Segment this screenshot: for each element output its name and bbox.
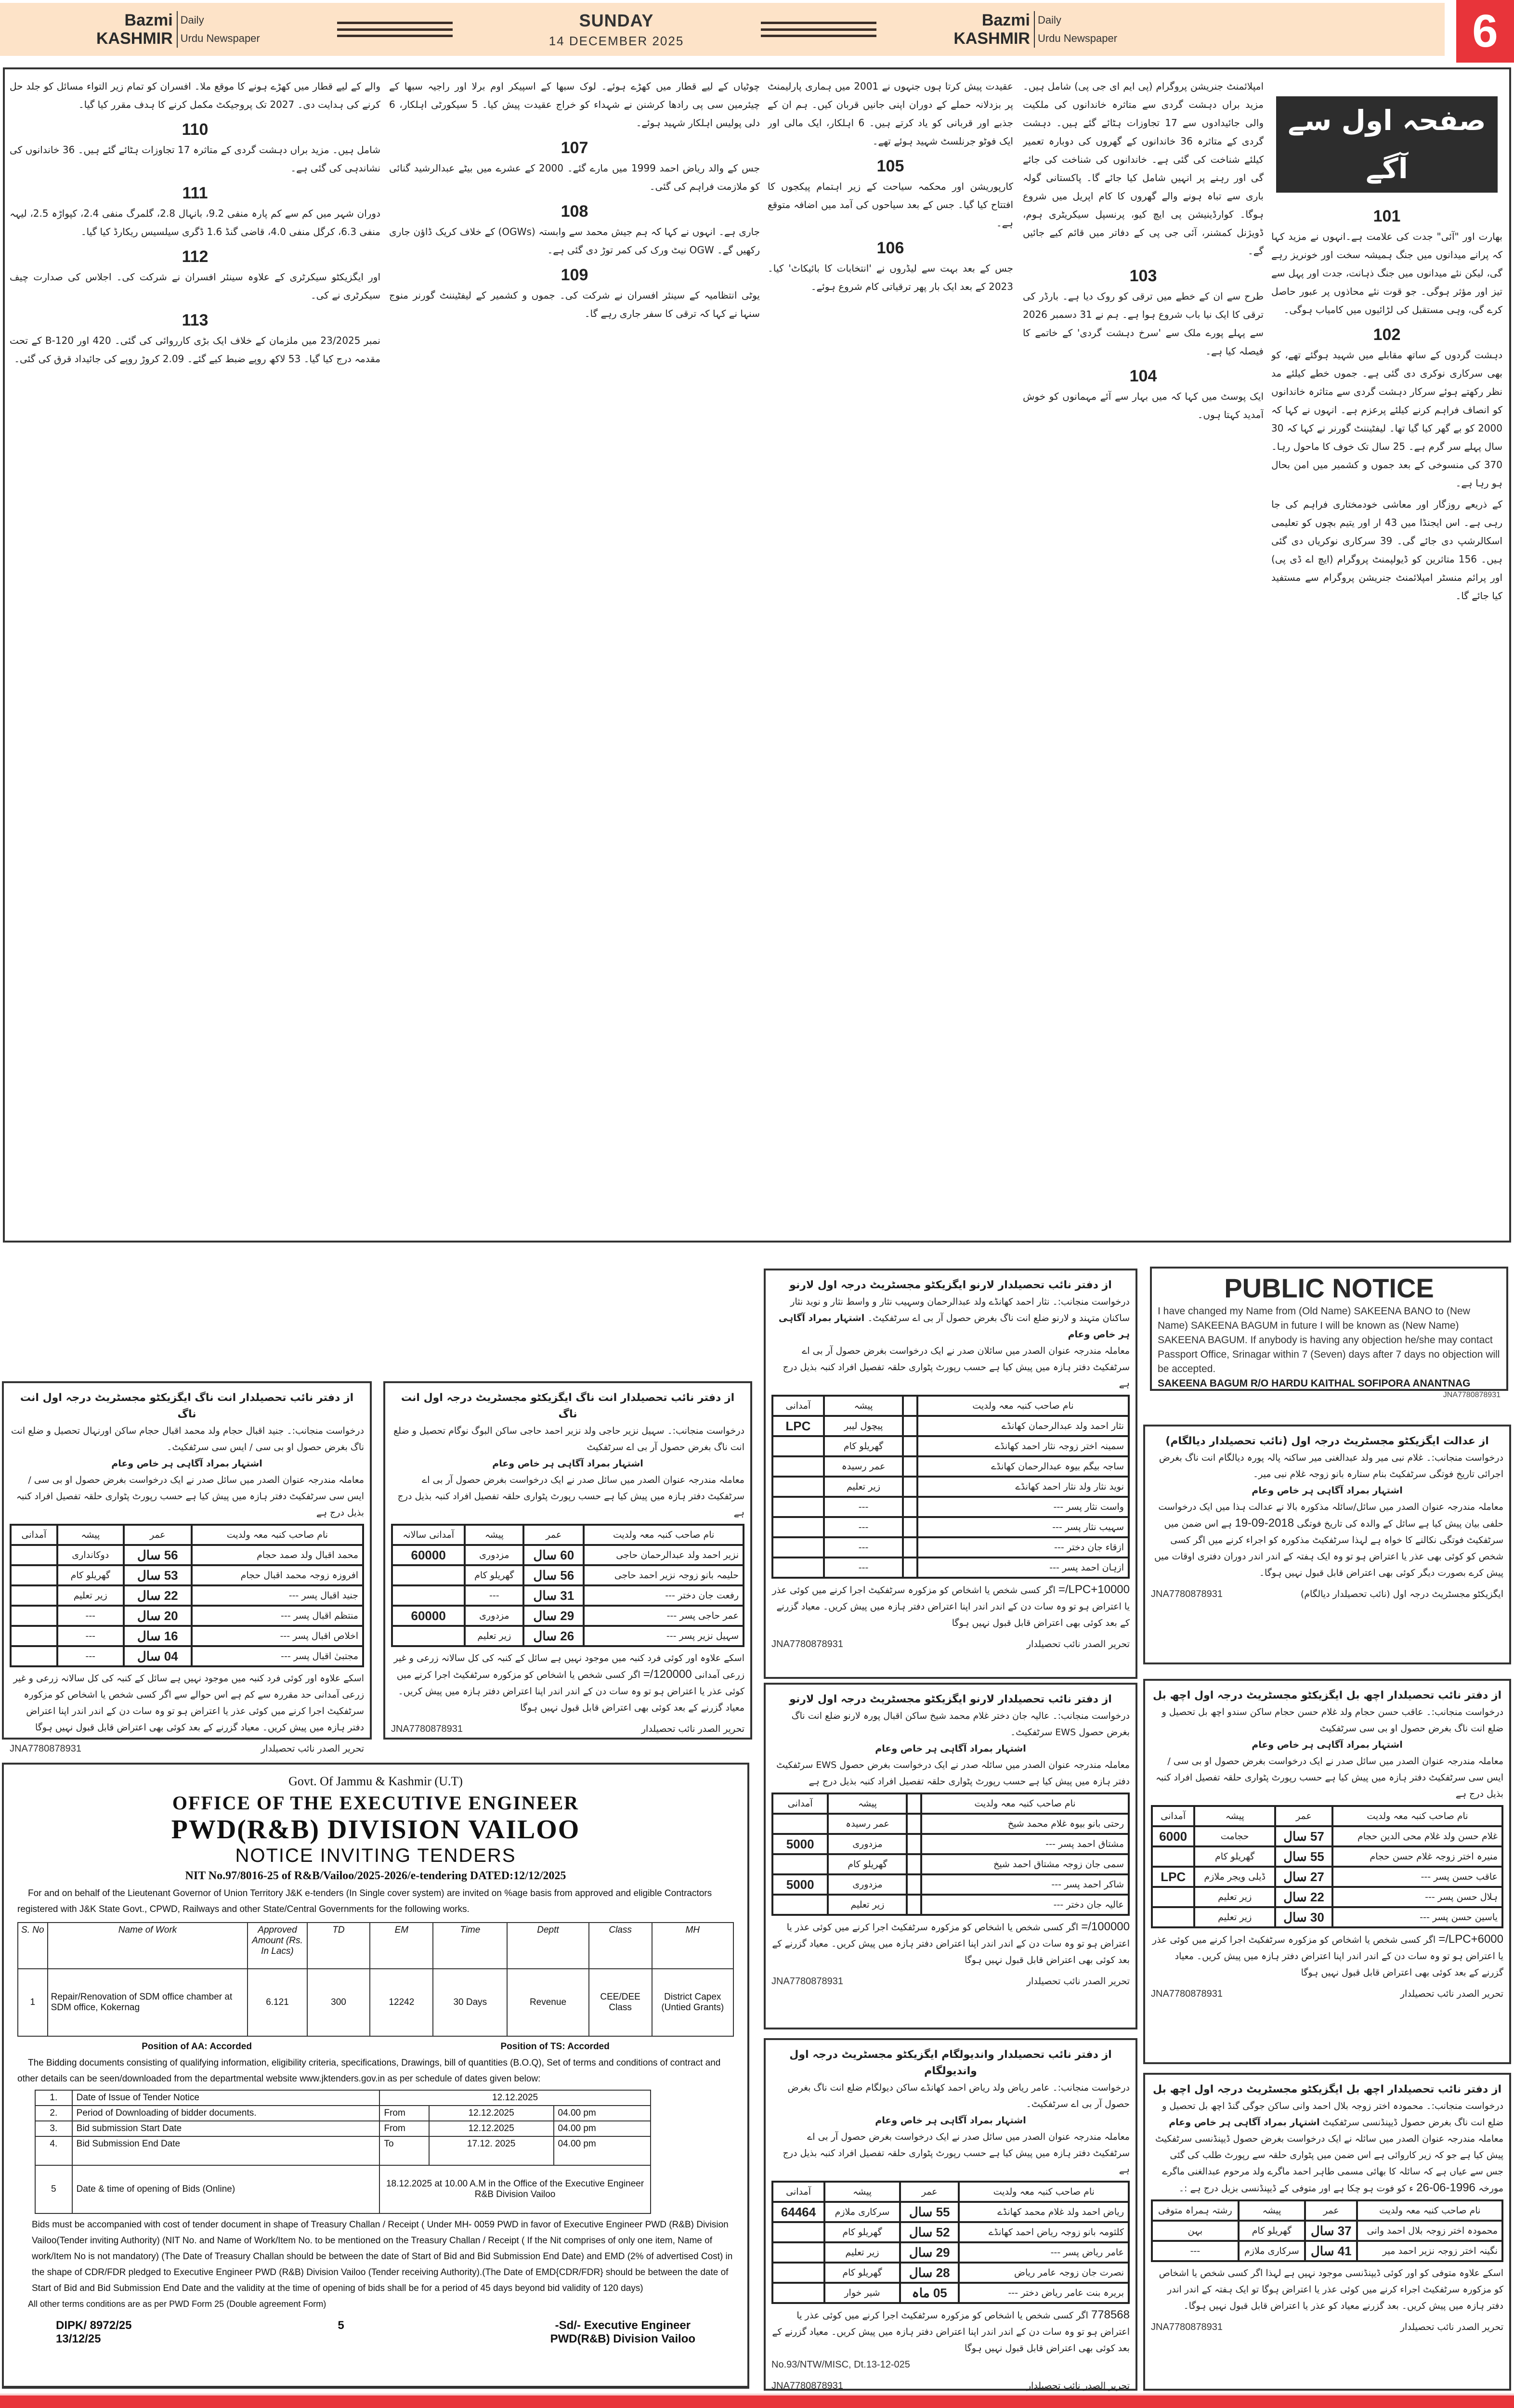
brand-name: Bazmi KASHMIR (953, 11, 1035, 48)
table-row: شاکر احمد پسر --- مزدوری 5000 (772, 1874, 1129, 1895)
ad-announcement: اشتہار بمراد آگاہی ہر خاص وعام (875, 2115, 1026, 2126)
tender-notice (2, 1763, 749, 2389)
story-text: دہشت گردوں کے ساتھ مقابلے میں شہید ہوگئے تھے، کو بھی سرکاری نوکری دی گئی ہے۔ جموں خطے کیلئے مد نظر رکھتے ہوئے سرکار دہشت گردی سے متاثرہ خاندانوں کو انصاف فراہم کرنے کیلئے پرعزم ہے۔ انہوں نے کہا کہ 2000 کو بے گھر کیا گیا تھا۔ لیفٹیننٹ گورنر نے کہا کہ 30 سال پہلے سر گرم ہے۔ 25 سال تک خوف کا ماحول رہا۔ 370 کی منسوخی کے بعد جموں و کشمیر میں امن بحال ہو رہا ہے۔ (1271, 349, 1502, 489)
table-row: عاقب حسن پسر --- 27 سال ڈیلی ویجر ملازم LPC (1152, 1867, 1502, 1887)
ad-signature: تحریر الصدر نائب تحصیلدار JNA7780878931 (10, 1743, 364, 1754)
footer-bar (0, 2394, 1514, 2408)
table-row: ازہان احمد پسر --- --- (772, 1557, 1129, 1578)
notice-title: NOTICE INVITING TENDERS (235, 1845, 516, 1866)
table-row: سمینہ اختر زوجہ نثار احمد کھانڈے گھریلو کام (772, 1436, 1129, 1456)
story-number: 101 (1373, 207, 1401, 225)
table-row: افروزہ زوجہ محمد اقبال حجام 53 سال گھریلو کام (11, 1565, 363, 1585)
table-row: حلیمہ بانو زوجہ نزیر احمد حاجی 56 سال گھریلو کام (392, 1565, 744, 1585)
public-notice-title: PUBLIC NOTICE (1224, 1273, 1434, 1303)
brand-subtitle: Daily Urdu Newspaper (180, 14, 260, 44)
table-row: نوید نثار ولد نثار احمد کھانڈے زیر تعلیم (772, 1477, 1129, 1497)
story-number: 103 (1129, 267, 1157, 285)
ad-body: معاملہ مندرجہ عنوان الصدر میں سائل صدر نے ایک درخواست بغرض حصول او بی سی / ایس سی سرٹفکیٹ دفتر ہازہ میں پیش کیا ہے حسب رپورٹ پٹواری حلقہ تفصیل افراد کنبہ بذیل درج ہے (1155, 1756, 1503, 1799)
story-number: 102 (1373, 326, 1401, 344)
tender-intro: For and on behalf of the Lieutenant Governor of Union Territory J&K e-tenders (In Single cover system) are invited on %age basis from approved and eligible Contractors registered with J&K State Govt., CPWD, Railways and other State/Central Governments for the following works. (17, 1888, 712, 1914)
decorative-rules-right (761, 22, 876, 37)
table-row: بریرہ بنت عامر ریاض دختر --- 05 ماہ شیر خوار (772, 2283, 1129, 2303)
brand-subtitle: Daily Urdu Newspaper (1037, 14, 1118, 44)
ad-title: از دفتر نائب تحصیلدار انت ناگ ایگزیکٹو مجسٹریٹ درجہ اول انت ناگ (20, 1392, 354, 1420)
table-row: مشتاق احمد پسر --- مزدوری 5000 (772, 1834, 1129, 1854)
income-note: اسکے علاوہ اور کوئی فرد کنبہ میں موجود نہیں ہے سائل کے کنبہ کی کل سالانہ زرعی و غیر زرعی آمدانی حد مقررہ سے کم ہے اس حوالے سے اگر کسی شخص یا اشخاص کو مزکورہ سرٹفکیٹ اجرا کرنے میں کوئی عذر یا اعتراض ہو تو وہ سات دن کے اندر اندر اپنا اعتراض دفتر ہازہ میں پیش کریں۔ معیاد گزرنے کے بعد کوئی بھی اعتراض قابل قبول نہیں ہوگا (13, 1673, 364, 1733)
classified-ad-obc-certificate (2, 1381, 372, 1754)
table-row: سہیل نزیر پسر --- 26 سال زیر تعلیم (392, 1626, 744, 1646)
decorative-rules-left (337, 22, 453, 37)
ad-signature: تحریر الصدر نائب تحصیلدار JNA7780878931 (771, 2381, 1130, 2391)
table-row: مجتبیٰ اقبال پسر --- 04 سال --- (11, 1646, 363, 1666)
ad-applicant: درخواست منجانب:۔ عامر ریاض ولد ریاض احمد کھانڈے ساکن دیولگام ضلع انت ناگ بغرض حصول آر بی اے سرٹفکیٹ۔ (787, 2082, 1130, 2109)
date-block (549, 11, 684, 49)
table-row: رحتی بانو بیوہ غلام محمد شیخ عمر رسیدہ (772, 1814, 1129, 1834)
story-text: جس کے والد ریاض احمد 1999 میں مارے گئے۔ 2000 کے عشرے میں بیٹے عبدالرشید گنائی کو ملازمت فراہم کی گئی۔ (389, 162, 760, 192)
table-row: رفعت جان دختر --- 31 سال --- (392, 1585, 744, 1606)
story-number: 104 (1129, 367, 1157, 385)
ad-applicant: درخواست منجانب:۔ عاقب حسن حجام ولد غلام حسن حجام ساکن سندو اچھ بل تحصیل و ضلع انت ناگ بغرض حصول او بی سی سرٹفکیٹ (1162, 1707, 1503, 1734)
govt-line: Govt. Of Jammu & Kashmir (U.T) (288, 1774, 463, 1788)
table-row: نزیر احمد ولد عبدالرحمان حاجی 60 سال مزدوری 60000 (392, 1545, 744, 1565)
section-header: صفحہ اول سے آگے (1276, 96, 1498, 193)
income-note: اسکے علاوہ اور کوئی فرد کنبہ میں موجود نہیں ہے سائل کے کنبہ کی کل سالانہ زرعی و غیر زرعی آمدانی =/120000 اگر کسی شخص یا اشخاص کو مزکورہ سرٹفکیٹ اجرا کرنے میں کوئی عذر یا اعتراض ہو تو وہ سات دن کے اندر اندر اپنا اعتراض دفتر ہازہ میں پیش کریں۔ معیاد گزرنے کے بعد کوئی بھی اعتراض قابل قبول نہیں ہوگا (393, 1653, 744, 1713)
story-number: 112 (182, 248, 209, 266)
position-status: Position of AA: Accorded Position of TS: Accorded (142, 2042, 610, 2052)
story-text: چوٹیاں کے لیے قطار میں کھڑے ہوئے۔ لوک سبھا کے اسپیکر اوم برلا اور راجیہ سبھا کے چیئرمین سی پی رادھا کرشنن نے شہداء کو خراج عقیدت پیش کیا۔ 5 سیکورٹی اہلکار، 6 دلی پولیس اہلکار شہید ہوئے۔ (389, 80, 760, 129)
table-row: 3. Bid submission Start Date From 12.12.2025 04.00 pm (35, 2121, 651, 2136)
brand-right (953, 11, 1117, 48)
schedule-table (35, 2090, 651, 2214)
table-row: منتظم اقبال پسر --- 20 سال --- (11, 1606, 363, 1626)
income-note: =/LPC+6000 اگر کسی شخص یا اشخاص کو مزکورہ سرٹفکیٹ اجرا کرنے میں کوئی عذر یا اعتراض ہو تو وہ سات دن کے اندر اندر اپنا اعتراض دفتر ہازہ میں پیش کریں۔ معیاد گزرنے کے بعد کوئی بھی اعتراض قابل قبول نہیں ہوگا (1152, 1933, 1503, 1978)
public-notice (1150, 1267, 1508, 1399)
ad-signature: تحریر الصدر نائب تحصیلدار JNA7780878931 (391, 1724, 744, 1734)
classified-ad-ews-certificate (764, 1683, 1137, 2029)
news-column-1 (1271, 77, 1502, 1233)
ad-body: معاملہ مندرجہ عنوان الصدر میں سائل/سائلہ مذکورہ بالا نے عدالت ہذا میں ایک درخواست حلفی بیان پیش کیا ہے سائل کے والدہ کی تاریخ فوتگی 19-09-2018 ہے اس ضمن میں سرٹفکیٹ فوتگی نکالنے کا خواہ ہے لہذا سرٹفکیٹ مذکورہ کو اجراء کرنے میں اگر کسی شخص کو کوئی بھی عذر یا اعتراض ہو تو وہ ایک ہفتہ کے اندر اندر دوران دفتری اوقات میں پیش کرے بصورت دیگر کوئی بھی اعتراض قابل قبول نہیں ہوگا۔ (1154, 1502, 1503, 1578)
story-number: 108 (561, 202, 588, 221)
table-row: سمی جان زوجہ مشتاق احمد شیخ گھریلو کام (772, 1854, 1129, 1874)
story-text: عقیدت پیش کرتا ہوں جنہوں نے 2001 میں ہماری پارلیمنٹ پر بزدلانہ حملے کے دوران اپنی جانیں قربان کیں۔ ہم ان کے جذبے اور قربانی کو یاد کرتے ہیں۔ 6 اہلکار، ایک مالی اور ایک فوٹو جرنلسٹ شہید ہوئے تھے۔ (768, 80, 1013, 147)
classified-ad-rba-wandevalgam (764, 2038, 1137, 2391)
table-row: محمد اقبال ولد صمد حجام 56 سال دوکانداری (11, 1545, 363, 1565)
ad-signature: تحریر الصدر نائب تحصیلدار JNA7780878931 (771, 1976, 1130, 1987)
reference-number: No.93/NTW/MISC, Dt.13-12-025 (771, 2359, 910, 2370)
story-text: کے ذریعے روزگار اور معاشی خودمختاری فراہم کی جا رہی ہے۔ اس ایجنڈا میں 43 ار اور یتیم بچوں کو تعلیمی اسکالرشپ دی جائے گی۔ 39 سرکاری نوکریاں دی گئی ہیں۔ 156 متاثرین کو ڈیولپمنٹ پروگرام (ایچ اے ڈی پی) اور پرائم منسٹر امپلائمنٹ جنریشن پروگرام سے مستفید کیا جائے گا۔ (1271, 498, 1502, 602)
ad-title: از دفتر نائب تحصیلدار اچھ بل ایگزیکٹو مجسٹریٹ درجہ اول اچھ بل (1152, 1689, 1502, 1701)
ad-body: معاملہ مندرجہ عنوان الصدر میں سائل صدر نے ایک درخواست بغرض حصول آر بی اے سرٹفکیٹ دفتر ہازہ میں پیش کیا ہے حسب رپورٹ پٹواری حلقہ تفصیل افراد کنبہ بذیل درج ہے (783, 2132, 1130, 2175)
table-row: 1 Repair/Renovation of SDM office chamber at SDM office, Kokernag 6.121 300 12242 30 Days Revenue CEE/DEE Class District Capex (Untied Grants) (18, 1969, 733, 2036)
ad-title: از دفتر نائب تحصیلدار انت ناگ ایگزیکٹو مجسٹریٹ درجہ اول انت ناگ (401, 1392, 735, 1420)
family-table: نام صاحب کنبہ معہ ولدیت عمر پیشہ آمدانی سالانہ نزیر احمد ولد عبدالرحمان حاجی 60 سال مزدوری 60000 حلیمہ بانو زوجہ نزیر احمد حاجی 56 سال گھریلو کام رفعت جان دختر --- 31 سال --- عمر حاجی پسر --- 29 سال مزدوری 60000 سہیل نزیر پسر --- 26 سال زیر تعلیم (391, 1524, 744, 1647)
ad-announcement: اشتہار بمراد آگاہی ہر خاص وعام (111, 1458, 262, 1469)
dependents-table: نام صاحب کنبہ معہ ولدیت عمر پیشہ رشتہ ہمراہ متوفی محمودہ اختر زوجہ بلال احمد وانی 37 سال گھریلو کام بہن نگینہ اختر زوجہ نزیر احمد میر 41 سال سرکاری ملازم --- (1151, 2199, 1503, 2262)
brand-name: Bazmi KASHMIR (96, 11, 178, 48)
dipk-reference: DIPK/ 8972/25 13/12/25 (56, 2319, 132, 2345)
table-row: 5 Date & time of opening of Bids (Online) 18.12.2025 at 10.00 A.M in the Office of the Executive Engineer R&B Division Vailoo (35, 2165, 651, 2213)
story-number: 106 (876, 239, 904, 257)
story-number: 113 (182, 311, 209, 329)
income-note: 778568 اگر کسی شخص یا اشخاص کو مزکورہ سرٹفکیٹ اجرا کرنے میں کوئی عذر یا اعتراض ہو تو وہ سات دن کے اندر اندر اپنا اعتراض دفتر ہازہ میں پیش کریں۔ معیاد گزرنے کے بعد کوئی بھی اعتراض قابل قبول نہیں ہوگا (772, 2308, 1130, 2354)
table-row: نصرت جان زوجہ عامر ریاض 28 سال گھریلو کام (772, 2263, 1129, 2283)
classified-ad-dependency-certificate (1143, 2073, 1511, 2391)
story-text: جاری ہے۔ انہوں نے کہا کہ ہم جیش محمد سے وابستہ (OGWs) کے خلاف کریک ڈاؤن جاری رکھیں گے۔ OGW نیٹ ورک کی کمر توڑ دی گئی ہے۔ (389, 226, 760, 256)
story-number: 111 (182, 184, 208, 202)
story-text: اور ایگزیکٹو سیکرٹری کے علاوہ سینئر افسران نے شرکت کی۔ اجلاس کی صدارت چیف سیکرٹری نے کی۔ (10, 271, 380, 301)
ad-applicant: درخواست منجانب:۔ جنید اقبال حجام ولد محمد اقبال حجام ساکن اورنہال تحصیل و ضلع انت ناگ بغرض حصول او بی سی / ایس سی سرٹفکیٹ۔ (11, 1426, 364, 1453)
public-notice-signature: SAKEENA BAGUM R/O HARDU KAITHAL SOFIPORA ANANTNAG (1158, 1378, 1471, 1389)
classified-ad-death-certificate (1143, 1425, 1511, 1664)
story-number: 107 (561, 139, 588, 157)
ad-announcement: اشتہار بمراد آگاہی ہر خاص وعام (875, 1743, 1026, 1754)
table-row: جنید اقبال پسر --- 22 سال زیر تعلیم (11, 1585, 363, 1606)
table-row: عامر ریاض پسر --- 29 سال زیر تعلیم (772, 2242, 1129, 2263)
table-row: 2. Period of Downloading of bidder documents. From 12.12.2025 04.00 pm (35, 2106, 651, 2121)
page-number-badge: 6 (1456, 0, 1514, 63)
ad-title: از دفتر نائب تحصیلدار لارنو ایگزیکٹو مجسٹریٹ درجہ اول لارنو (789, 1693, 1112, 1705)
income-note: =/LPC+10000 اگر کسی شخص یا اشخاص کو مزکورہ سرٹفکیٹ اجرا کرنے میں کوئی عذر یا اعتراض ہو تو وہ سات دن کے اندر اندر اپنا اعتراض دفتر ہازہ میں پیش کریں۔ معیاد گزرنے کے بعد کوئی بھی اعتراض قابل قبول نہیں ہوگا (772, 1583, 1130, 1628)
family-table: نام صاحب کنبہ معہ ولدیت عمر پیشہ آمدانی ریاض احمد ولد غلام محمد کھانڈے 55 سال سرکاری ملازم 64464 کلثومہ بانو زوجہ ریاض احمد کھانڈے 52 سال گھریلو کام عامر ریاض پسر --- 29 سال زیر تعلیم نصرت جان زوجہ عامر ریاض 28 سال گھریلو کام بریرہ بنت عامر ریاض دختر --- 05 ماہ شیر خوار (771, 2181, 1130, 2304)
ad-body: معاملہ مندرجہ عنوان الصدر میں سائلہ نے ایک درخواست بغرض حصول ڈیپنڈنسی سرٹفکیٹ پیش کیا ہے جو کہ زیر کاروائی ہے اس ضمن میں پٹواری حلقہ سے رپورٹ طلب کی گئی جس سے عیاں ہے کہ سائلہ کا بھائی مسمی طاہر احمد ماگرے ولد مرحوم عبدالغنی ماگرے مورخہ 26-06-1996 ء کو فوت ہو چکا ہے اور متوفی کے ڈیپنڈنسی بزیل درج ہے :۔ (1155, 2133, 1503, 2194)
classified-ad-rba-larnoo (764, 1269, 1137, 1679)
ad-signature: ایگزیکٹو مجسٹریٹ درجہ اول (نائب تحصیلدار دیالگام) JNA7780878931 (1151, 1589, 1503, 1599)
table-row: یاسین حسن پسر --- 30 سال زیر تعلیم (1152, 1907, 1502, 1927)
story-number: 110 (182, 120, 209, 139)
ad-title: از دفتر نائب تحصیلدار اچھ بل ایگزیکٹو مجسٹریٹ درجہ اول اچھ بل (1152, 2083, 1502, 2095)
issue-date: 14 DECEMBER 2025 (548, 33, 684, 48)
table-row: سہیب نثار پسر --- --- (772, 1517, 1129, 1537)
story-text: کارپوریشن اور محکمہ سیاحت کے زیر اہتمام پیکجوں کا افتتاح کیا گیا۔ جس کے بعد سیاحوں کی آمد میں اضافہ متوقع ہے۔ (768, 181, 1013, 229)
masthead (0, 3, 1445, 56)
table-row: 1. Date of Issue of Tender Notice 12.12.2025 (35, 2090, 651, 2106)
classified-ad-obc-achabal (1143, 1679, 1511, 2064)
ad-title: از دفتر نائب تحصیلدار لارنو ایگزیکٹو مجسٹریٹ درجہ اول لارنو (789, 1279, 1112, 1291)
table-row: غلام حسن ولد غلام محی الدین حجام 57 سال حجامت 6000 (1152, 1826, 1502, 1846)
story-text: شامل ہیں۔ مزید براں دہشت گردی کے متاثرہ 17 تجاوزات ہٹائے گئے ہیں۔ 36 خاندانوں کی نشاندہی کی گئی ہے۔ (10, 144, 380, 174)
table-row: 4. Bid Submission End Date To 17.12. 2025 04.00 pm (35, 2136, 651, 2165)
bids-requirements: Bids must be accompanied with cost of tender document in shape of Treasury Challan / Receipt ( Under MH- 0059 PWD in favor of Executive Engineer PWD (R&B) Division Vailoo(Tender inviting Authority) (NIT No. and Name of Work/Item No. to be mentioned on the Treasury Challan / Receipt ( If the Nit comprises of only one item, Name of work/Item No is not mandatory) (The Date of Treasury Challan should be between the date of Start of Bid and Bid Submission End Date) and EMD (2% of advertised Cost) in the shape of CDR/FDR pledged to Executive Engineer PWD (R&B) Division Vailoo (Tender receiving Authority).(The Date of EMD{CDR/FDR} should be between the date of Start of Bid and Bid Submission End Date and the validity at the time of opening of bids shall be for a period of 45 days beyond bid validity of 120 days) (32, 2220, 733, 2293)
story-text: جس کے بعد بہت سے لیڈروں نے 'انتخابات کا بائیکاٹ' کیا۔ 2023 کے بعد ایک بار پھر ترقیاتی کام شروع ہوئے۔ (768, 262, 1013, 292)
story-text: والے کے لیے قطار میں کھڑے ہونے کا موقع ملا۔ افسران کو تمام زیر التواء مسائل کو جلد حل کرنے کی ہدایت دی۔ 2027 تک پروجیکٹ مکمل کرنے کا ہدف مقرر کیا گیا۔ (10, 80, 380, 110)
story-number: 105 (876, 157, 904, 175)
ad-body: معاملہ مندرجہ عنوان الصدر میں سائلان صدر نے ایک درخواست بغرض حصول آر بی اے سرٹفکیٹ دفتر ہازہ میں پیش کیا ہے حسب رپورٹ پٹواری حلقہ تفصیل افراد کنبہ بذیل درج ہے (783, 1346, 1130, 1389)
ad-body: معاملہ مندرجہ عنوان الصدر میں سائل صدر نے ایک درخواست بغرض حصول او بی سی / ایس سی سرٹفکیٹ دفتر ہازہ میں پیش کیا ہے حسب رپورٹ پٹواری حلقہ تفصیل افراد کنبہ بذیل درج ہے (16, 1475, 364, 1518)
brand-left (96, 11, 260, 48)
public-notice-body: I have changed my Name from (Old Name) SAKEENA BANO to (New Name) SAKEENA BAGUM in future I will be known as (New Name) SAKEENA BAGUM. If anybody is having any objection he/she may contact Passport Office, Srinagar within 7 (Seven) days after 7 days no objection will be accepted. (1158, 1306, 1500, 1374)
news-column-3 (768, 77, 1013, 1233)
table-row: اخلاص اقبال پسر --- 16 سال --- (11, 1626, 363, 1646)
story-text: امپلائمنٹ جنریشن پروگرام (پی ایم ای جی پی) شامل ہیں۔ مزید براں دہشت گردی سے متاثرہ خاندانوں کی ملکیت والی جائیدادوں سے 17 تجاوزات ہٹائے گئے ہیں۔ دہشت گردی کے متاثرہ 36 خاندانوں کے گھروں کی دوبارہ تعمیر کیلئے شناخت کی گئی ہے۔ خاندانوں کی شناخت کی جائے گی اور رہنے پر انہیں شامل کیا جائے گا۔ پاکستانی گولہ باری سے تباہ ہونے والے گھروں کا کام اپریل میں شروع ہوگا۔ کوارڈینیشن پی ایچ کیو، پرنسپل سیکریٹری ہوم، ڈویژنل کمشنر، آئی جی پی کے دفاتر میں قائم کیے جائیں گے۔ (1023, 80, 1264, 257)
table-row: محمودہ اختر زوجہ بلال احمد وانی 37 سال گھریلو کام بہن (1152, 2221, 1502, 2241)
ad-announcement: اشتہار بمراد آگاہی ہر خاص وعام (1252, 1740, 1403, 1750)
table-row: ہلال حسن پسر --- 22 سال زیر تعلیم (1152, 1887, 1502, 1907)
table-row: واست نثار پسر --- --- (772, 1497, 1129, 1517)
table-row: عالیہ جان دختر --- زیر تعلیم (772, 1895, 1129, 1915)
family-table: نام صاحب کنبہ معہ ولدیت پیشہ آمدانی نثار احمد ولد عبدالرحمان کھانڈے پیچول لیبر LPC سمینہ اختر زوجہ نثار احمد کھانڈے گھریلو کام ساجہ بیگم بیوہ عبدالرحمان کھانڈے عمر رسیدہ نوید نثار ولد نثار احمد کھانڈے زیر تعلیم واست نثار پسر --- --- سہیب نثار پسر --- --- ازقاء جان دختر --- --- ازہان احمد پسر --- --- (771, 1395, 1130, 1579)
ad-signature: تحریر الصدر نائب تحصیلدار JNA7780878931 (771, 1639, 1130, 1649)
insertion-count: 5 (338, 2319, 344, 2332)
closing-note: اسکے علاوہ متوفی کو اور کوئی ڈیپنڈنسی موجود نہیں ہے لہذا اگر کسی شخص یا اشخاص کو مزکورہ سرٹفکیٹ اجراء کرنے میں کوئی عذر یا اعتراض ہوگا تو ایک ہفتہ کے اندر اندر دفتر ہازہ میں پیش کریں۔ بعد گزرنے معیاد کو عذر یا اعتراض قابل قبول نہیں ہوگا۔ (1159, 2268, 1503, 2311)
ad-body: معاملہ مندرجہ عنوان الصدر میں سائلہ صدر نے ایک درخواست بغرض حصول EWS سرٹفکیٹ دفتر ہازہ میں پیش کیا ہے حسب رپورٹ پٹواری حلقہ تفصیل افراد کنبہ بذیل درج ہے (776, 1760, 1130, 1787)
ad-body: معاملہ مندرجہ عنوان الصدر میں سائل صدر نے ایک درخواست بغرض حصول آر بی اے سرٹفکیٹ دفتر ہازہ میں پیش کیا ہے حسب رپورٹ پٹواری حلقہ تفصیل افراد کنبہ بذیل درج ہے (397, 1475, 744, 1518)
ad-title: از دفتر نائب تحصیلدار واندیولگام ایگزیکٹو مجسٹریٹ درجہ اول واندیولگام (789, 2049, 1112, 2077)
ad-applicant: درخواست منجانب:۔ محمودہ اختر زوجہ بلال احمد وانی ساکن جوگی گنڈ اچھ بل تحصیل و ضلع انت ناگ بغرض حصول ڈیپنڈنسی سرٹفکیٹ اشتہار بمراد آگاہی ہر خاص وعام (1162, 2101, 1503, 2128)
family-table: نام صاحب کنبہ معہ ولدیت عمر پیشہ آمدانی غلام حسن ولد غلام محی الدین حجام 57 سال حجامت 6000 منیرہ اختر زوجہ غلام حسن حجام 55 سال گھریلو کام عاقب حسن پسر --- 27 سال ڈیلی ویجر ملازم LPC ہلال حسن پسر --- 22 سال زیر تعلیم یاسین حسن پسر --- 30 سال زیر تعلیم (1151, 1805, 1503, 1928)
story-text: طرح سے ان کے خطے میں ترقی کو روک دیا ہے۔ بارڈر کی ترقی کا ایک نیا باب شروع ہوا ہے۔ ہم نے 31 دسمبر 2026 سے پہلے پورے ملک سے 'سرخ دہشت گردی' کے خاتمے کا فیصلہ کیا ہے۔ (1023, 290, 1264, 357)
table-row: ریاض احمد ولد غلام محمد کھانڈے 55 سال سرکاری ملازم 64464 (772, 2202, 1129, 2222)
ad-applicant: درخواست منجانب:۔ غلام نبی میر ولد عبدالغنی میر ساکنہ پالہ پورہ دیالگام انت ناگ بغرض اجرائی تاریخ فوتگی سرٹفکیٹ بنام ستارہ بانو زوجہ غلام نبی میر۔ (1159, 1453, 1503, 1479)
story-text: بھارت اور "آئی" جدت کی علامت ہے۔انہوں نے مزید کہا کہ پرانے میدانوں میں جنگ ہمیشہ سخت اور خونریز رہے گی، لیکن نئے میدانوں میں جنگ ذہانت، جدت اور پہل سے تیز اور مؤثر ہوگی۔ جو قوت نئے محاذوں پر عبور حاصل کرے گی، وہی مستقبل کی لڑائیوں میں کامیاب ہوگی۔ (1271, 231, 1502, 315)
tender-footer (17, 2319, 734, 2346)
table-row: منیرہ اختر زوجہ غلام حسن حجام 55 سال گھریلو کام (1152, 1846, 1502, 1867)
table-row: ساجہ بیگم بیوہ عبدالرحمان کھانڈے عمر رسیدہ (772, 1456, 1129, 1477)
story-text: ایک پوسٹ میں کہا کہ میں بہار سے آئے مہمانوں کو خوش آمدید کہتا ہوں۔ (1023, 391, 1264, 420)
ad-applicant: درخواست منجانب:۔ نثار احمد کھانڈے ولد عبدالرحمان وسہیب نثار و واسط نثار و نوید نثار ساکنان متہند و لارنو ضلع انت ناگ بغرض حصول آر بی اے سرٹفکیٹ۔ اشتہار بمراد آگاہی ہر خاص وعام (778, 1296, 1130, 1340)
story-number: 109 (561, 266, 588, 284)
table-row: کلثومہ بانو زوجہ ریاض احمد کھانڈے 52 سال گھریلو کام (772, 2222, 1129, 2242)
ad-applicant: درخواست منجانب:۔ عالیہ جان دختر غلام محمد شیخ ساکن اقبال پورہ لارنو ضلع انت ناگ بغرض حصول EWS سرٹفکیٹ۔ (791, 1711, 1130, 1738)
table-row: نگینہ اختر زوجہ نزیر احمد میر 41 سال سرکاری ملازم --- (1152, 2241, 1502, 2261)
table-row: عمر حاجی پسر --- 29 سال مزدوری 60000 (392, 1606, 744, 1626)
weekday: SUNDAY (579, 10, 654, 30)
story-text: یوٹی انتظامیہ کے سینئر افسران نے شرکت کی۔ جموں و کشمیر کے لیفٹیننٹ گورنر منوج سنہا نے کہا کہ ترقی کا سفر جاری رہے گا۔ (389, 289, 760, 319)
ad-code: JNA7780878931 (1443, 1391, 1501, 1399)
news-column-2 (1023, 77, 1264, 1233)
ad-applicant: درخواست منجانب:۔ سہیل نزیر حاجی ولد نزیر احمد حاجی ساکن البوگ نوگام تحصیل و ضلع انت ناگ بغرض حصول آر بی اے سرٹفکیٹ (393, 1426, 744, 1453)
bidding-documents-note: The Bidding documents consisting of qualifying information, eligibility criteria, specifications, Drawings, bill of quantities (B.O.Q), Set of terms and conditions of contract and other details can be seen/downloaded from the departmental website www.jktenders.gov.in as per schedule of dates given below: (17, 2058, 721, 2084)
ad-announcement: اشتہار بمراد آگاہی ہر خاص وعام (492, 1458, 643, 1469)
news-column-5 (10, 77, 380, 1329)
division-title: PWD(R&B) DIVISION VAILOO (171, 1815, 580, 1845)
ad-signature: تحریر الصدر نائب تحصیلدار JNA7780878931 (1151, 1989, 1503, 1999)
story-text: دوران شہر میں کم سے کم پارہ منفی 9.2، بانہال 2.8، گلمرگ منفی 2.4، کپواڑہ 2.5، لیہہ منفی 6.3، کرگل منفی 4.0، قاضی گنڈ 1.6 ڈگری سیلسیس ریکارڈ کیا گیا۔ (10, 208, 380, 237)
works-table: S. No Name of Work Approved Amount (Rs. In Lacs) TD EM Time Deptt Class MH 1 Repair/Renovation of SDM office chamber at SDM office, Kokernag 6.121 300 12242 30 Days Revenue CEE/DEE Class District Capex (Untied Grants) (17, 1922, 734, 2037)
news-column-4 (389, 77, 760, 1329)
office-title: OFFICE OF THE EXECUTIVE ENGINEER (172, 1792, 579, 1814)
ad-announcement: اشتہار بمراد آگاہی ہر خاص وعام (1252, 1485, 1403, 1496)
table-row: ازقاء جان دختر --- --- (772, 1537, 1129, 1557)
family-table: نام صاحب کنبہ معہ ولدیت پیشہ آمدانی رحتی بانو بیوہ غلام محمد شیخ عمر رسیدہ مشتاق احمد پسر --- مزدوری 5000 سمی جان زوجہ مشتاق احمد شیخ گھریلو کام شاکر احمد پسر --- مزدوری 5000 عالیہ جان دختر --- زیر تعلیم (771, 1793, 1130, 1916)
ad-signature: تحریر الصدر نائب تحصیلدار JNA7780878931 (1151, 2322, 1503, 2332)
signatory: -Sd/- Executive Engineer PWD(R&B) Division Vailoo (550, 2319, 695, 2345)
table-row: نثار احمد ولد عبدالرحمان کھانڈے پیچول لیبر LPC (772, 1416, 1129, 1436)
classified-ad-rba-certificate (383, 1381, 752, 1740)
story-text: نمبر 23/2025 میں ملزمان کے خلاف ایک بڑی کارروائی کی گئی۔ 420 اور 120-B کے تحت مقدمہ درج کیا گیا۔ 53 لاکھ روپے ضبط کیے گئے۔ 2.09 کروڑ روپے کی جائیداد قرق کی گئی۔ (10, 335, 380, 365)
nit-number: NIT No.97/8016-25 of R&B/Vailoo/2025-2026/e-tendering DATED:12/12/2025 (185, 1870, 566, 1882)
terms-note: All other terms conditions are as per PWD Form 25 (Double agreement Form) (28, 2299, 326, 2309)
income-note: =/100000 اگر کسی شخص یا اشخاص کو مزکورہ سرٹفکیٹ اجرا کرنے میں کوئی عذر یا اعتراض ہو تو وہ سات دن کے اندر اندر اپنا اعتراض دفتر ہازہ میں پیش کریں۔ معیاد گزرنے کے بعد کوئی بھی اعتراض قابل قبول نہیں ہوگا (772, 1920, 1130, 1965)
family-table: نام صاحب کنبہ معہ ولدیت عمر پیشہ آمدانی محمد اقبال ولد صمد حجام 56 سال دوکانداری افروزہ زوجہ محمد اقبال حجام 53 سال گھریلو کام جنید اقبال پسر --- 22 سال زیر تعلیم منتظم اقبال پسر --- 20 سال --- اخلاص اقبال پسر --- 16 سال --- مجتبیٰ اقبال پسر --- 04 سال --- (10, 1524, 364, 1667)
ad-title: از عدالت ایگزیکٹو مجسٹریٹ درجہ اول (نائب تحصیلدار دیالگام) (1165, 1435, 1489, 1447)
